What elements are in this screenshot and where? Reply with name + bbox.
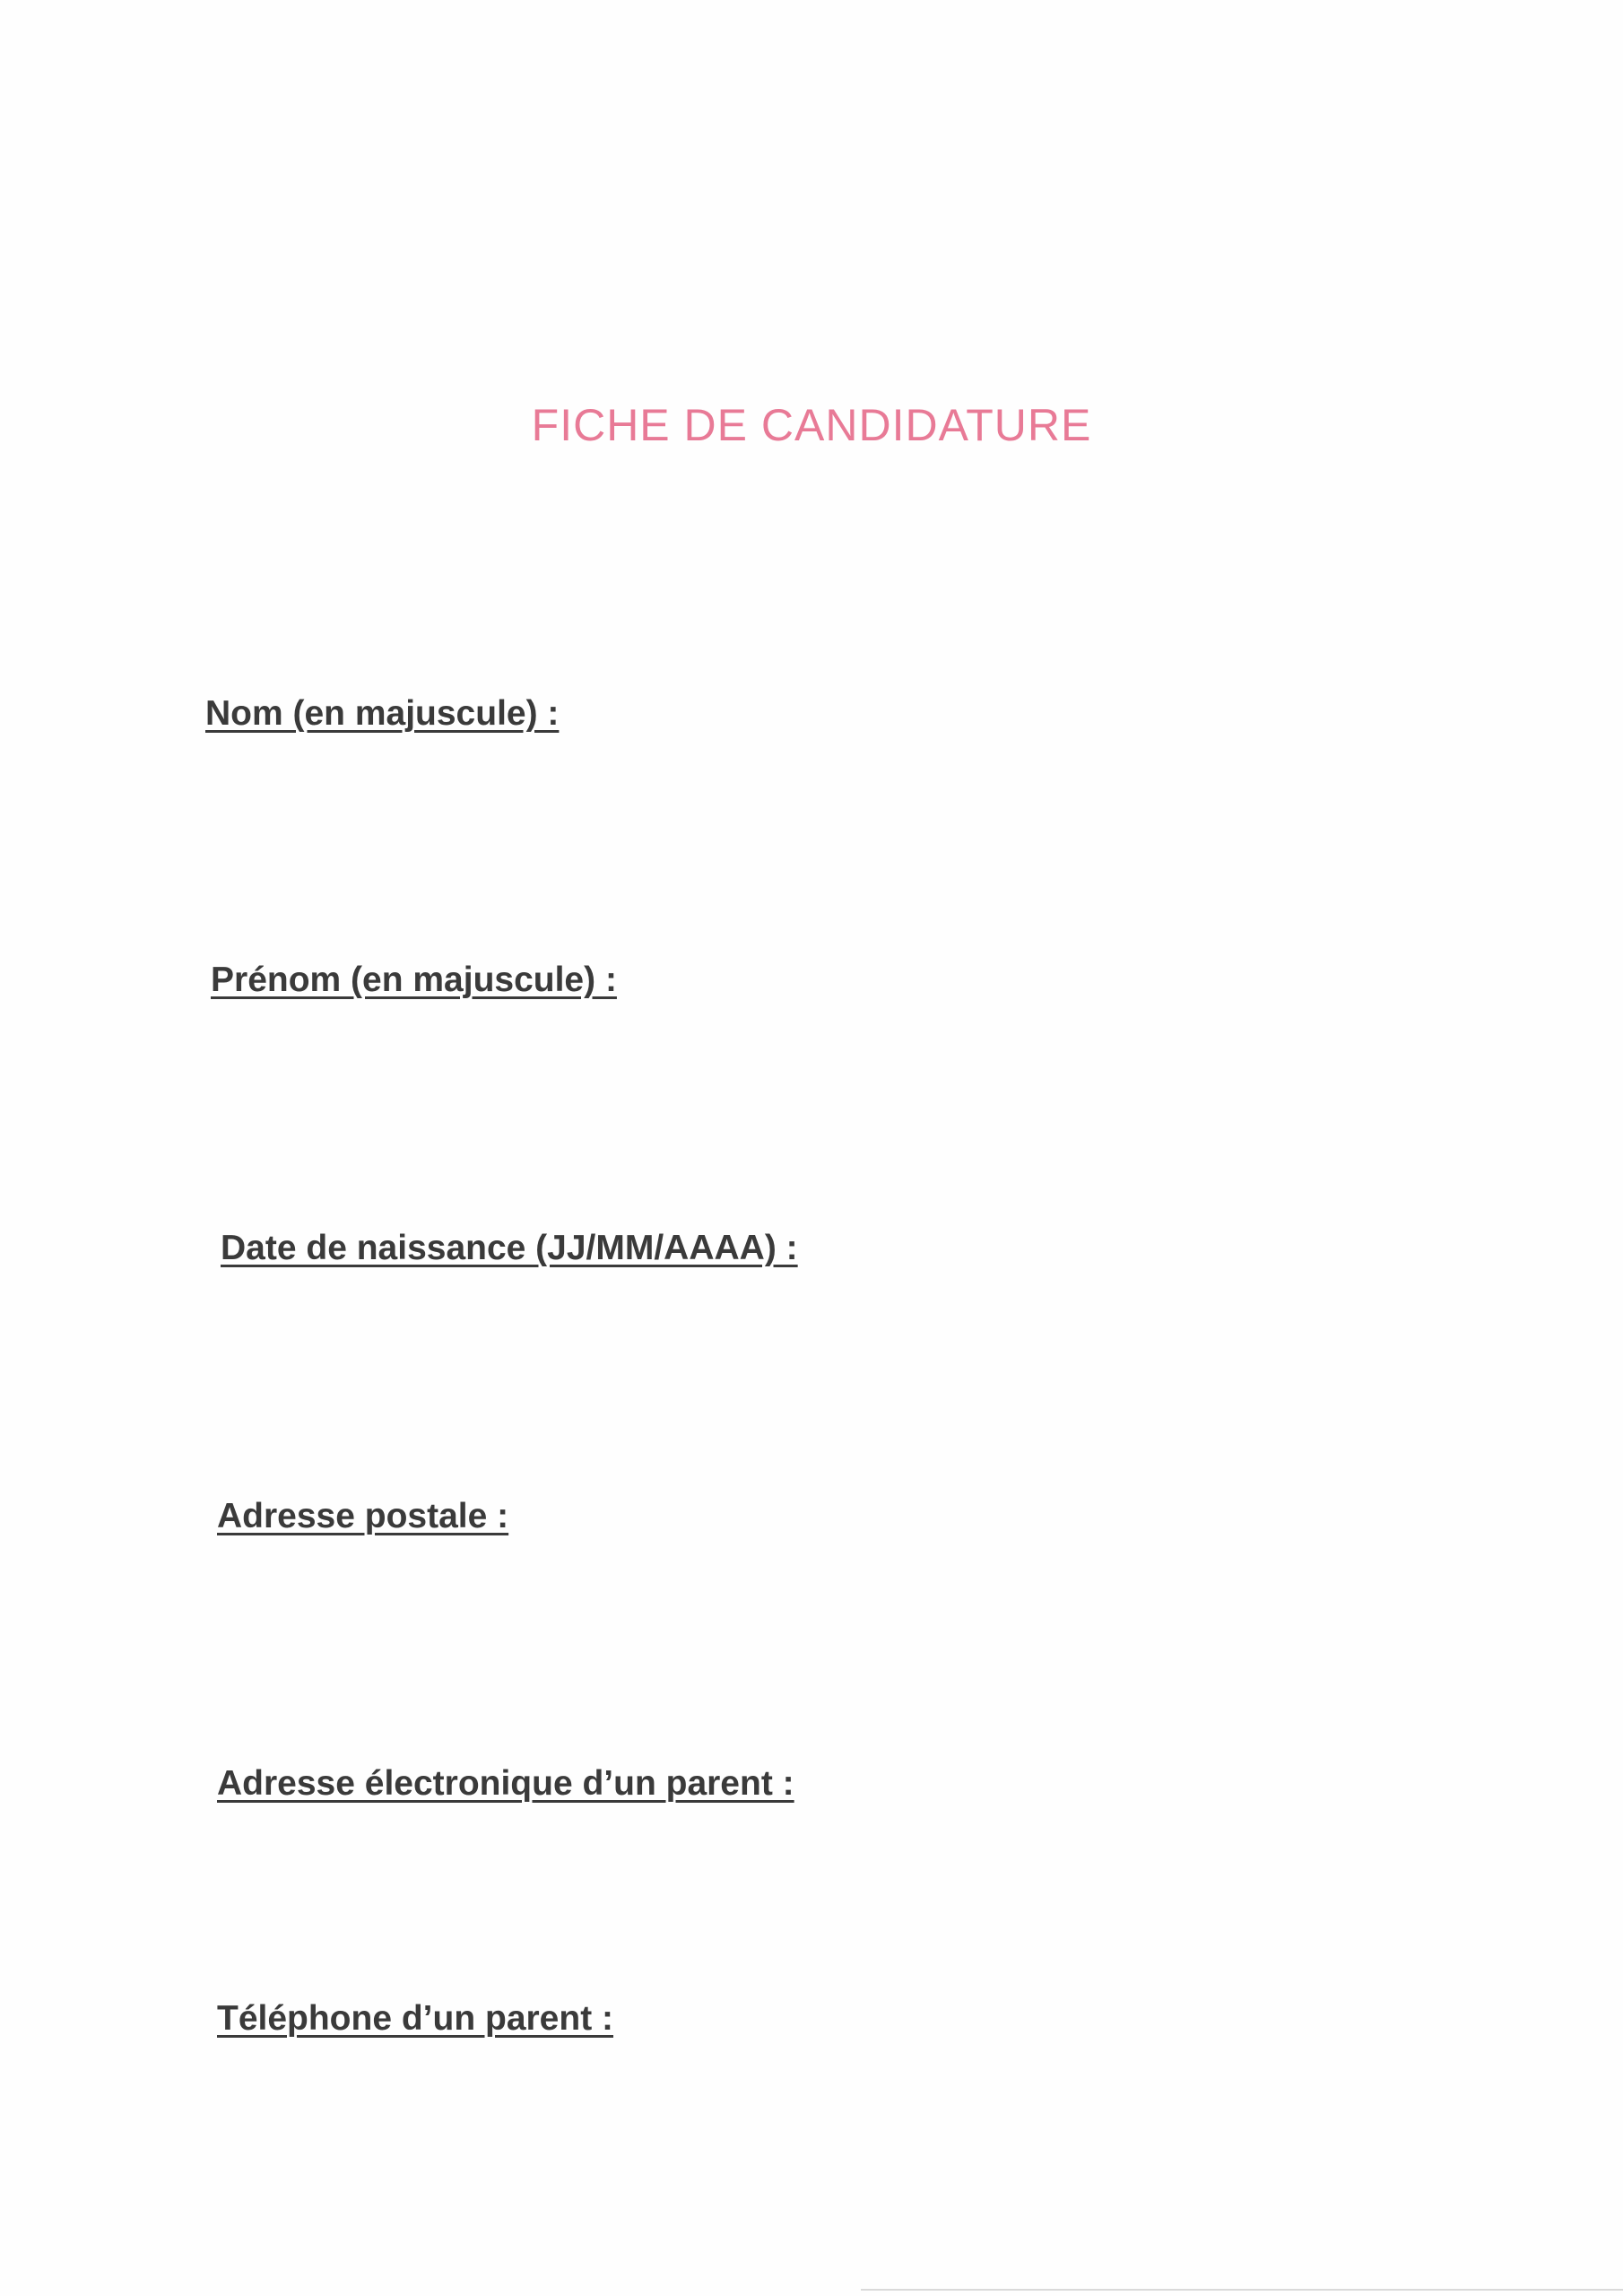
field-label-adresse-electronique: Adresse électronique d’un parent : bbox=[217, 1764, 794, 1803]
field-label-nom: Nom (en majuscule) : bbox=[205, 694, 560, 733]
form-title: FICHE DE CANDIDATURE bbox=[531, 400, 1092, 450]
scan-edge-line bbox=[861, 2289, 1623, 2291]
field-label-telephone: Téléphone d’un parent : bbox=[217, 1999, 614, 2038]
field-label-prenom: Prénom (en majuscule) : bbox=[211, 961, 617, 999]
field-label-adresse-postale: Adresse postale : bbox=[217, 1497, 509, 1535]
field-label-date-naissance: Date de naissance (JJ/MM/AAAA) : bbox=[221, 1229, 798, 1267]
